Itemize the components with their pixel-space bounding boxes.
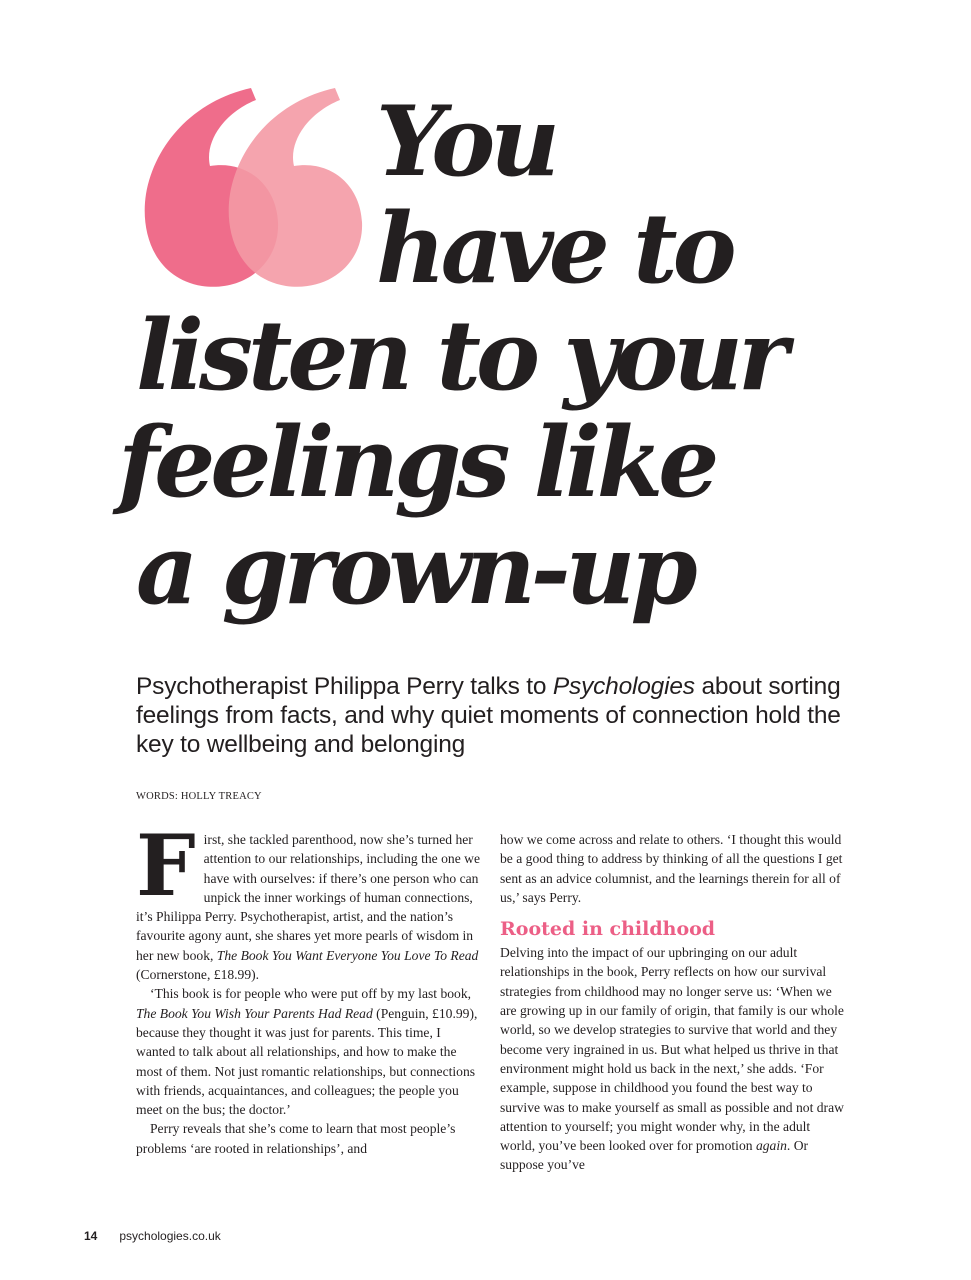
standfirst [136,672,856,759]
headline-line: have to [376,192,732,305]
headline-line: You [376,85,556,198]
body-paragraph [136,984,482,1119]
paragraph-text: ‘This book is for people who were put off by my last book, [150,986,472,1002]
headline [118,85,784,626]
book-title: The Book You Want Everyone You Love To Read [216,947,479,963]
headline-line: a grown-up [136,513,693,626]
body-column-left [136,816,482,1158]
website-url[interactable]: psychologies.co.uk [119,1229,221,1243]
standfirst-text: about sorting feelings from facts, and why quiet moments of connection hold the key to wellbeing and belonging [136,673,841,758]
section-subhead: Rooted in childhood [500,918,716,941]
paragraph-text: irst, she tackled parenthood, now she’s turned her attention to our relationships, including the one we have with ourselves: if there’s one person who can unpick the inner workings of human connections, it’s Philippa Perry. Psychotherapist, artist, and the nation’s favourite agony aunt, she shares yet more pearls of wisdom in her new book, [136,832,480,963]
paragraph-text: Delving into the impact of our upbringing on our adult relationships in the book, Perry reflects on how our survival strategies from childhood may no longer serve us: ‘When we are growing up in our family of origin, that family is our whole world, so we develop strategies to survive that world and they become very ingrained in us. But what helped us thrive in that environment might hold us back in the next,’ she adds. ‘For example, suppose in childhood you found the best way to survive was to make yourself as small as possible and not draw attention to yourself; you might wonder why, in the adult world, you’ve been looked over for promotion [500,945,844,1154]
headline-line: feelings like [118,406,715,519]
body-paragraph: Perry reveals that she’s come to learn that most people’s problems ‘are rooted in relationships’, and [136,1121,456,1156]
body-paragraph: how we come across and relate to others. ‘I thought this would be a good thing to address by thinking of all the questions I get sent as an advice columnist, and the learnings therein for all of us,’ says Perry. [500,832,843,905]
magazine-name: Psychologies [552,673,695,700]
paragraph-text: (Penguin, £10.99), because they thought it was just for parents. This time, I wanted to talk about all relationships, and how to make the most of them. Not just romantic relationships, but connections with friends, acquaintances, and colleagues; the people you meet on the bus; the doctor.’ [136,1005,478,1118]
standfirst-text: Psychotherapist Philippa Perry talks to [136,673,553,700]
headline-line: listen to your [136,299,784,412]
paragraph-text: (Cornerstone, £18.99). [136,967,260,983]
page-number: 14 [84,1229,98,1243]
body-column-right [500,830,846,1175]
drop-cap: F [136,816,196,915]
emphasis: again [755,1138,787,1154]
byline: WORDS: HOLLY TREACY [136,791,262,802]
paragraph-text: . Or suppose you’ve [500,1138,809,1173]
page-footer [84,1229,221,1243]
body-paragraph [136,816,482,984]
body-paragraph [500,943,846,1175]
book-title: The Book You Wish Your Parents Had Read [136,1005,373,1021]
